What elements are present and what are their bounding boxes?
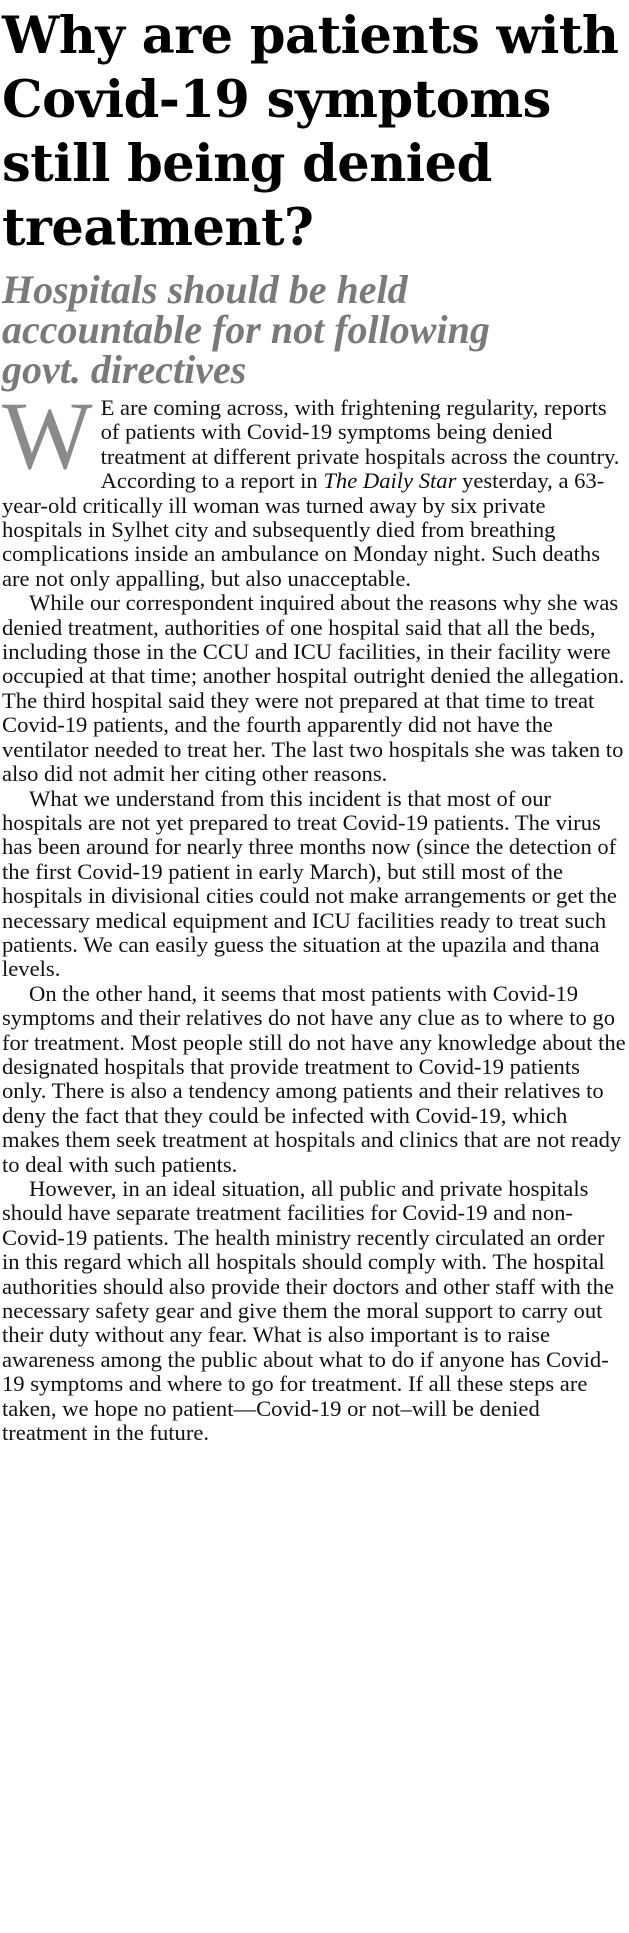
paragraph-1 — [2, 382, 627, 591]
drop-cap: W — [2, 382, 93, 489]
paragraph-2: While our correspondent inquired about the reasons why she was denied treatment, authorities of one hospital said that all the beds, including those in the CCU and ICU facilities, in their facility were occupied at that time; another hospital outright denied the allegation. The third hospital said they were not prepared at that time to treat Covid-19 patients, and the fourth apparently did not have the ventilator needed to treat her. The last two hospitals she was taken to also did not admit her citing other reasons. — [2, 590, 625, 787]
paragraph-4: On the other hand, it seems that most patients with Covid-19 symptoms and their relatives do not have any clue as to where to go for treatment. Most people still do not have any knowledge about the designated hospitals that provide treatment to Covid-19 patients only. There is also a tendency among patients and their relatives to deny the fact that they could be infected with Covid-19, which makes them seek treatment at hospitals and clinics that are not ready to deal with such patients. — [2, 980, 626, 1177]
paragraph-3: What we understand from this incident is that most of our hospitals are not yet prepared to treat Covid-19 patients. The virus has been around for nearly three months now (since the detection of the first Covid-19 patient in early March), but still most of the hospitals in divisional cities could not make arrangements or get the necessary medical equipment and ICU facilities ready to treat such patients. We can easily guess the situation at the upazila and thana levels. — [2, 785, 617, 982]
publication-name: The Daily Star — [323, 468, 457, 494]
paragraph-1-text-b: yesterday, a 63-year-old critically ill woman was turned away by six private hospitals in Sylhet city and subsequently died from breathing complications inside an ambulance on Monday night. Such deaths are not only appalling, but also unacceptable. — [2, 468, 605, 591]
article-body — [2, 382, 627, 1446]
paragraph-1-text-a: E are coming across, with frightening regularity, reports of patients with Covid-19 symptoms being denied treatment at different private hospitals across the country. According to a report in — [100, 395, 620, 494]
headline: Why are patients with Covid-19 symptoms still being denied treatment? — [2, 6, 619, 258]
subheadline: Hospitals should be held accountable for not following govt. directives — [2, 267, 490, 392]
paragraph-5: However, in an ideal situation, all public and private hospitals should have separate treatment facilities for Covid-19 and non-Covid-19 patients. The health ministry recently circulated an order in this regard which all hospitals should comply with. The hospital authorities should also provide their doctors and other staff with the necessary safety gear and give them the moral support to carry out their duty without any fear. What is also important is to raise awareness among the public about what to do if anyone has Covid-19 symptoms and where to go for treatment. If all these steps are taken, we hope no patient—Covid-19 or not–will be denied treatment in the future. — [2, 1176, 614, 1446]
